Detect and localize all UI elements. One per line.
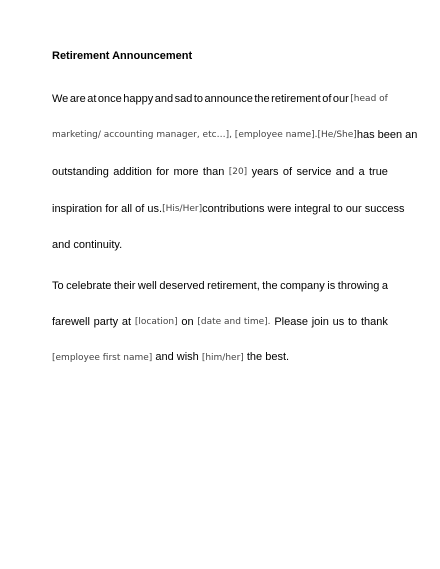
word: years bbox=[251, 166, 279, 178]
word: the bbox=[262, 280, 278, 292]
word: true bbox=[368, 166, 388, 178]
word: sad bbox=[174, 93, 193, 105]
paragraph-1-line-5: and continuity. bbox=[52, 239, 123, 251]
word: join bbox=[311, 316, 329, 328]
placeholder-years: [20] bbox=[228, 167, 248, 177]
text-run: has been an bbox=[356, 129, 418, 141]
word: company bbox=[280, 280, 325, 292]
paragraph-2-line-3 bbox=[52, 350, 388, 365]
paragraph-1-line-2 bbox=[52, 128, 418, 142]
text-run: the best. bbox=[246, 351, 290, 363]
word: retirement bbox=[271, 93, 321, 105]
word: of bbox=[322, 93, 332, 105]
paragraph-1-line-4 bbox=[52, 202, 405, 216]
word: addition bbox=[113, 166, 152, 178]
paragraph-2-line-1 bbox=[52, 279, 388, 293]
word: thank bbox=[360, 316, 388, 328]
word: happy bbox=[123, 93, 154, 105]
word: the bbox=[254, 93, 270, 105]
word: and bbox=[154, 93, 174, 105]
word: service bbox=[296, 166, 332, 178]
word: Please bbox=[274, 316, 308, 328]
placeholder-position: [head of bbox=[350, 94, 388, 104]
word: a bbox=[358, 166, 365, 178]
word: than bbox=[202, 166, 225, 178]
word: for bbox=[156, 166, 170, 178]
word: farewell bbox=[52, 316, 90, 328]
word: To bbox=[52, 280, 64, 292]
word: to bbox=[348, 316, 358, 328]
paragraph-1-line-3 bbox=[52, 165, 388, 179]
placeholder-pronoun: [He/She] bbox=[317, 130, 357, 140]
placeholder-date-time: [date and time]. bbox=[197, 317, 271, 327]
word: announce bbox=[204, 93, 253, 105]
word: on bbox=[181, 316, 194, 328]
word: deserved bbox=[159, 280, 205, 292]
placeholder-first-name: [employee first name] bbox=[52, 353, 153, 363]
word: are bbox=[69, 93, 86, 105]
word: more bbox=[173, 166, 199, 178]
word: We bbox=[52, 93, 69, 105]
text-run: and wish bbox=[155, 351, 199, 363]
word: throwing bbox=[337, 280, 380, 292]
text-run: contributions were integral to our success bbox=[202, 203, 405, 215]
word: and bbox=[335, 166, 355, 178]
text-run: inspiration for all of us. bbox=[52, 203, 163, 215]
word: retirement, bbox=[207, 280, 260, 292]
placeholder-location: [location] bbox=[134, 317, 178, 327]
word: us bbox=[332, 316, 345, 328]
word: outstanding bbox=[52, 166, 109, 178]
word: at bbox=[121, 316, 132, 328]
word: party bbox=[93, 316, 119, 328]
paragraph-2-line-2 bbox=[52, 315, 388, 329]
word: celebrate bbox=[66, 280, 112, 292]
placeholder-possessive: [His/Her] bbox=[162, 204, 203, 214]
word: of bbox=[282, 166, 293, 178]
word: well bbox=[137, 280, 157, 292]
paragraph-1-line-1 bbox=[52, 92, 388, 106]
document-title: Retirement Announcement bbox=[52, 50, 193, 62]
word: a bbox=[381, 280, 388, 292]
placeholder-employee-name: marketing/ accounting manager, etc…], [employee name]. bbox=[52, 130, 318, 140]
word: to bbox=[193, 93, 204, 105]
word: is bbox=[327, 280, 336, 292]
placeholder-pronoun-object: [him/her] bbox=[201, 353, 244, 363]
word: at bbox=[87, 93, 97, 105]
word: their bbox=[113, 280, 136, 292]
word: our bbox=[332, 93, 349, 105]
word: once bbox=[97, 93, 122, 105]
